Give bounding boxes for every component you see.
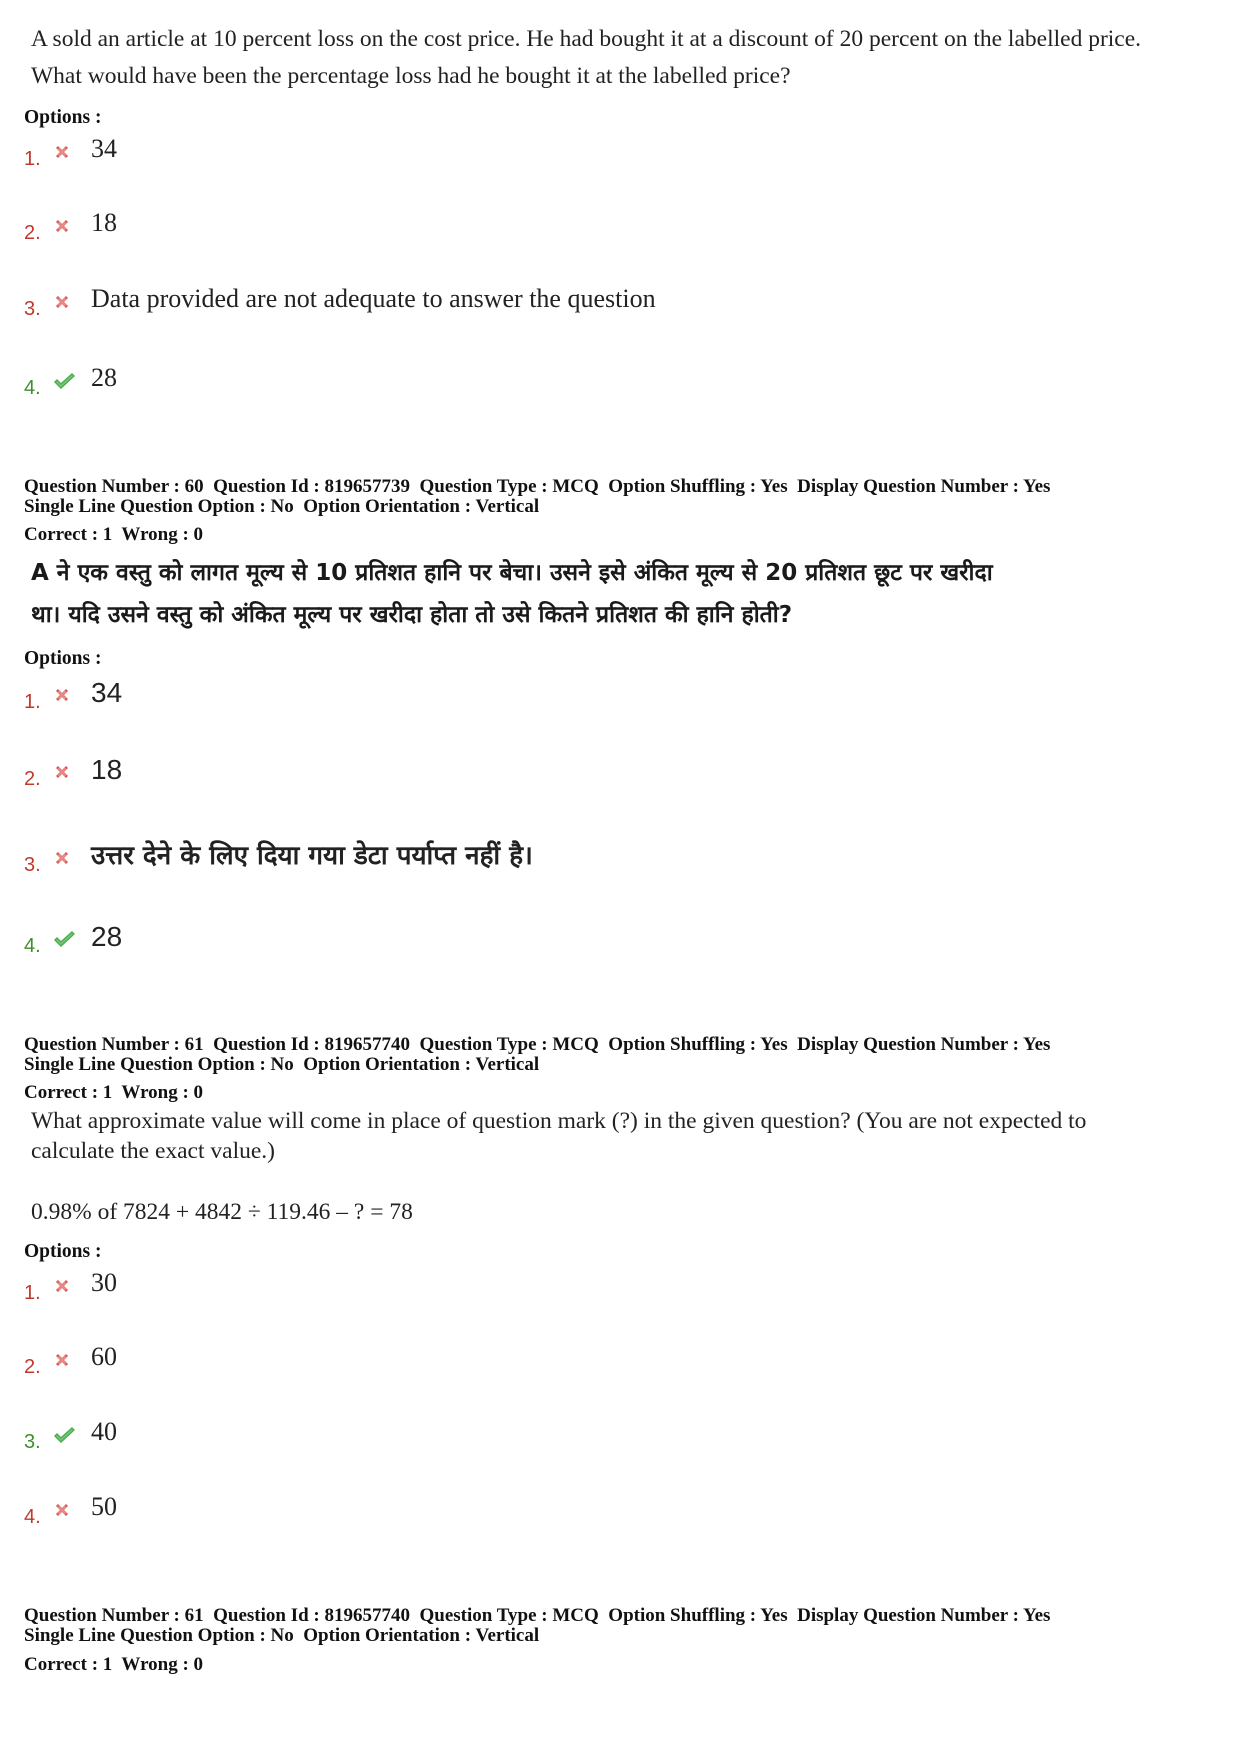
q61-meta-line2: Single Line Question Option : No Option Orientation : Vertical	[24, 1054, 540, 1075]
option-number: 4.	[24, 935, 41, 957]
option-number: 2.	[24, 768, 41, 790]
option-number: 1.	[24, 691, 41, 713]
option-text: 28	[91, 921, 123, 952]
check-icon	[52, 929, 76, 949]
q59-options-label: Options :	[24, 107, 102, 128]
option-text: 34	[91, 677, 123, 708]
option-text: 18	[91, 208, 117, 237]
option-number: 3.	[24, 298, 41, 320]
cross-icon	[52, 1500, 72, 1520]
option-text: उत्तर देने के लिए दिया गया डेटा पर्याप्त नहीं है।	[91, 841, 533, 871]
option-text: Data provided are not adequate to answer the question	[91, 284, 656, 313]
q60-marks: Correct : 1 Wrong : 0	[24, 524, 204, 545]
option-text: 40	[91, 1417, 117, 1446]
cross-icon	[52, 216, 72, 236]
q61b-meta-line2: Single Line Question Option : No Option Orientation : Vertical	[24, 1625, 540, 1646]
q59-text-line2: What would have been the percentage loss had he bought it at the labelled price?	[31, 63, 791, 89]
q60-meta-line2: Single Line Question Option : No Option Orientation : Vertical	[24, 496, 540, 517]
q61b-marks: Correct : 1 Wrong : 0	[24, 1654, 204, 1675]
option-text: 28	[91, 363, 117, 392]
check-icon	[52, 371, 76, 391]
option-number: 2.	[24, 1356, 41, 1378]
q60-options-label: Options :	[24, 648, 102, 669]
q59-text-line1: A sold an article at 10 percent loss on the cost price. He had bought it at a discount of 20 percent on the labelled price.	[31, 26, 1142, 52]
option-number: 3.	[24, 1431, 41, 1453]
q61-text-line1: What approximate value will come in place of question mark (?) in the given question? (You are not expected to	[31, 1108, 1087, 1134]
option-number: 1.	[24, 1282, 41, 1304]
q61-equation: 0.98% of 7824 + 4842 ÷ 119.46 – ? = 78	[31, 1199, 413, 1225]
q60-meta-line1: Question Number : 60 Question Id : 819657739 Question Type : MCQ Option Shuffling : Yes Display Question Number : Yes	[24, 476, 1051, 497]
cross-icon	[52, 142, 72, 162]
cross-icon	[52, 292, 72, 312]
q60-text-line2: था। यदि उसने वस्तु को अंकित मूल्य पर खरीदा होता तो उसे कितने प्रतिशत की हानि होती?	[31, 602, 793, 628]
option-number: 3.	[24, 854, 41, 876]
cross-icon	[52, 1350, 72, 1370]
option-text: 18	[91, 754, 123, 785]
option-number: 4.	[24, 377, 41, 399]
cross-icon	[52, 848, 72, 868]
option-text: 50	[91, 1492, 117, 1521]
option-text: 60	[91, 1342, 117, 1371]
check-icon	[52, 1425, 76, 1445]
option-text: 30	[91, 1268, 117, 1297]
q61-meta-line1: Question Number : 61 Question Id : 819657740 Question Type : MCQ Option Shuffling : Yes Display Question Number : Yes	[24, 1034, 1051, 1055]
cross-icon	[52, 762, 72, 782]
option-text: 34	[91, 134, 117, 163]
cross-icon	[52, 685, 72, 705]
q61-options-label: Options :	[24, 1241, 102, 1262]
option-number: 1.	[24, 148, 41, 170]
q60-text-line1: A ने एक वस्तु को लागत मूल्य से 10 प्रतिशत हानि पर बेचा। उसने इसे अंकित मूल्य से 20 प्रतिशत छूट पर खरीदा	[31, 560, 993, 586]
q61-text-line2: calculate the exact value.)	[31, 1138, 275, 1164]
option-number: 4.	[24, 1506, 41, 1528]
q61b-meta-line1: Question Number : 61 Question Id : 819657740 Question Type : MCQ Option Shuffling : Yes Display Question Number : Yes	[24, 1605, 1051, 1626]
q61-marks: Correct : 1 Wrong : 0	[24, 1082, 204, 1103]
option-number: 2.	[24, 222, 41, 244]
cross-icon	[52, 1276, 72, 1296]
